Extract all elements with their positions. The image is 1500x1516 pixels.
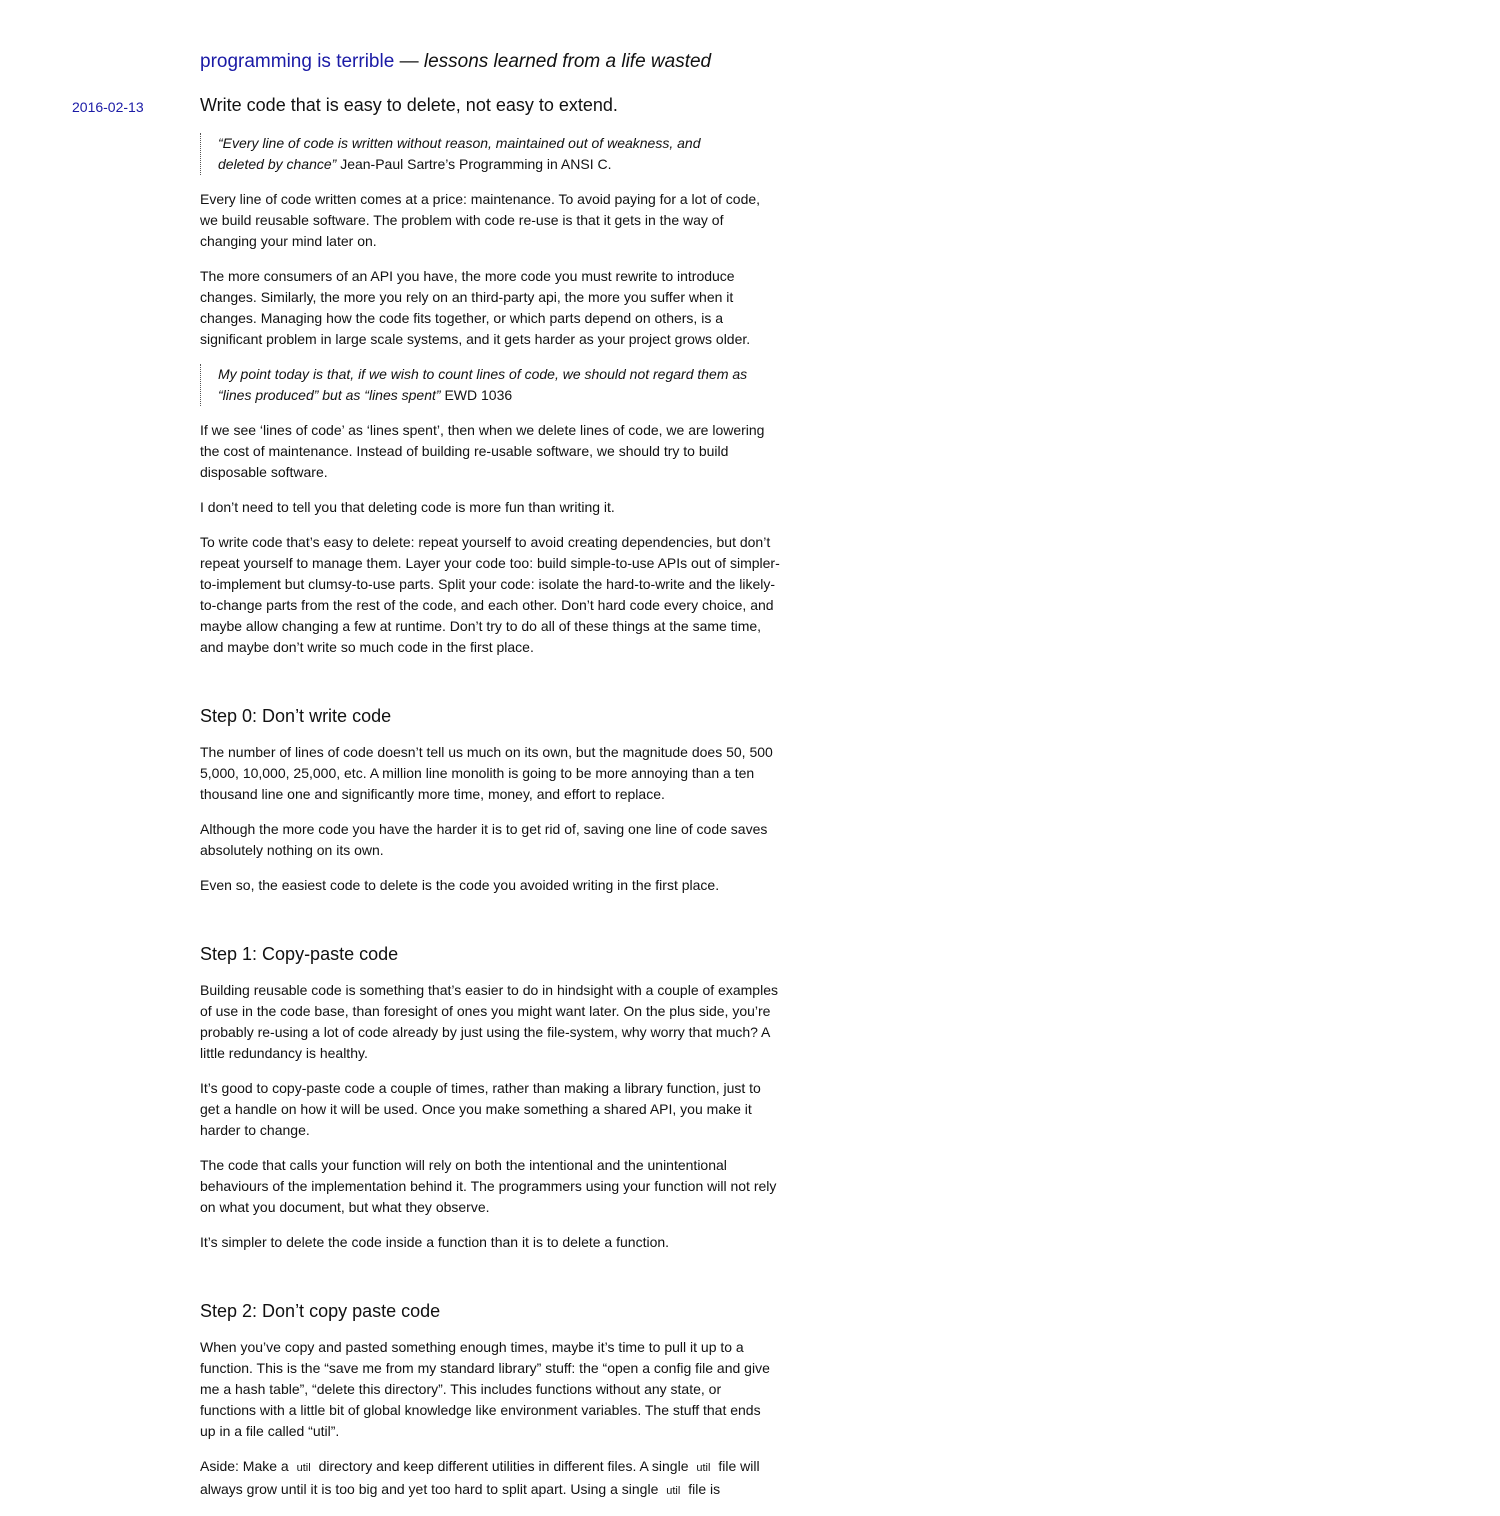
quote-attribution: Jean-Paul Sartre’s Programming in ANSI C. (336, 156, 612, 172)
aside-text: file is (688, 1481, 721, 1497)
paragraph: Every line of code written comes at a price: maintenance. To avoid paying for a lot of code, we build reusable software. The problem with code re-use is that it gets in the way of changing your mind later on. (200, 191, 761, 249)
paragraph: When you’ve copy and pasted something enough times, maybe it’s time to pull it up to a function. This is the “save me from my standard library” stuff: the “open a config file and give me a hash table”, “delete this directory”. This includes functions without any state, or functions with a little bit of global knowledge like environment variables. The stuff that ends up in a file called “util”. (200, 1339, 770, 1439)
aside-text: file will always grow until it is too big and yet too hard to split apart. Using a single (200, 1458, 760, 1497)
site-header (200, 50, 711, 74)
paragraph: The number of lines of code doesn’t tell us much on its own, but the magnitude does 50, 500 5,000, 10,000, 25,000, etc. A million line monolith is going to be more annoying than a ten thousand line one and significantly more time, money, and effort to replace. (200, 744, 773, 802)
quote-attribution: EWD 1036 (440, 387, 513, 403)
section-heading-step-2: Step 2: Don’t copy paste code (200, 1301, 441, 1321)
paragraph: To write code that’s easy to delete: repeat yourself to avoid creating dependencies, but don’t repeat yourself to manage them. Layer your code too: build simple-to-use APIs out of simpler-to-implement but clumsy-to-use parts. Split your code: isolate the hard-to-write and the likely-to-change parts from the rest of the code, and each other. Don’t hard code every choice, and maybe allow changing a few at runtime. Don’t try to do all of these things at the same time, and maybe don’t write so much code in the first place. (200, 534, 780, 655)
paragraph: The code that calls your function will rely on both the intentional and the unintentional behaviours of the implementation behind it. The programmers using your function will not rely on what you document, but what they observe. (200, 1157, 777, 1215)
inline-code: util (696, 1462, 711, 1474)
paragraph: If we see ‘lines of code’ as ‘lines spent’, then when we delete lines of code, we are lowering the cost of maintenance. Instead of building re-usable software, we should try to build disposable software. (200, 422, 765, 480)
inline-code: util (666, 1485, 681, 1497)
paragraph: The more consumers of an API you have, the more code you must rewrite to introduce changes. Similarly, the more you rely on an third-party api, the more you suffer when it changes. Managing how the code fits together, or which parts depend on others, is a significant problem in large scale systems, and it gets harder as your project grows older. (200, 268, 751, 347)
paragraph: I don’t need to tell you that deleting code is more fun than writing it. (200, 499, 615, 515)
quote-text: My point today is that, if we wish to count lines of code, we should not regard them as “lines produced” but as “lines spent” (218, 366, 748, 403)
site-name-link[interactable]: programming is terrible (200, 51, 395, 72)
aside-paragraph (200, 1456, 780, 1502)
post-date: 2016-02-13 (72, 99, 144, 115)
quote-text: “Every line of code is written without reason, maintained out of weakness, and deleted by chance” (218, 135, 701, 172)
article (200, 93, 780, 1516)
site-tagline: lessons learned from a life wasted (423, 51, 712, 72)
inline-code: util (296, 1462, 311, 1474)
aside-text: directory and keep different utilities in different files. A single (318, 1458, 689, 1474)
paragraph: Building reusable code is something that’s easier to do in hindsight with a couple of examples of use in the code base, than foresight of ones you might want later. On the plus side, you’re probably re-using a lot of code already by just using the file-system, why worry that much? A little redundancy is healthy. (200, 982, 778, 1061)
section-heading-step-0: Step 0: Don’t write code (200, 706, 392, 726)
section-heading-step-1: Step 1: Copy-paste code (200, 944, 399, 964)
blockquote-sartre (200, 133, 748, 175)
header-separator: — (394, 51, 424, 72)
post-title: Write code that is easy to delete, not easy to extend. (200, 95, 618, 115)
paragraph: Although the more code you have the harder it is to get rid of, saving one line of code saves absolutely nothing on its own. (200, 821, 768, 858)
paragraph: It’s simpler to delete the code inside a function than it is to delete a function. (200, 1234, 670, 1250)
paragraph: Even so, the easiest code to delete is the code you avoided writing in the first place. (200, 877, 720, 893)
blockquote-ewd (200, 364, 748, 406)
aside-text: Aside: Make a (200, 1458, 289, 1474)
paragraph: It’s good to copy-paste code a couple of times, rather than making a library function, just to get a handle on how it will be used. Once you make something a shared API, you make it harder to change. (200, 1080, 761, 1138)
